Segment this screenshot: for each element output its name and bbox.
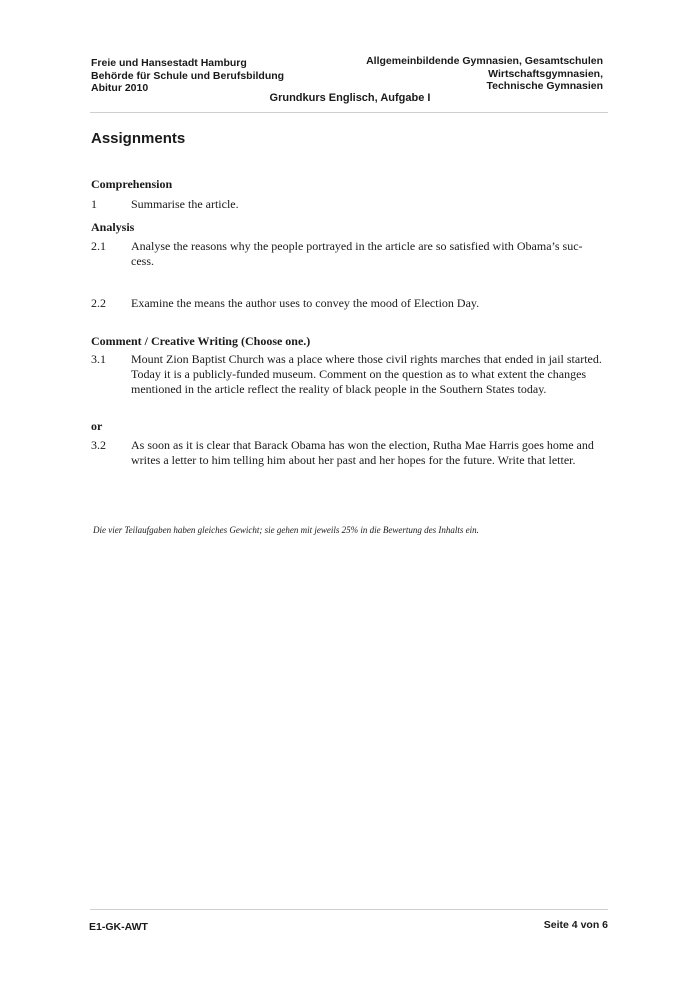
section-comprehension: Comprehension <box>91 177 173 191</box>
header-authority: Behörde für Schule und Berufsbildung <box>91 69 285 82</box>
section-analysis: Analysis <box>91 220 135 234</box>
section-comment-creative-writing: Comment / Creative Writing (Choose one.) <box>91 334 311 348</box>
task-text: As soon as it is clear that Barack Obama has won the election, Rutha Mae Harris goes home and writes a letter to him telling him about her past and her hopes for the future. Write that letter. <box>131 438 594 467</box>
footer-code: E1-GK-AWT <box>89 921 148 933</box>
or-label: or <box>91 419 103 433</box>
task-text: Examine the means the author uses to convey the mood of Election Day. <box>131 296 480 310</box>
task-2-1 <box>91 239 606 269</box>
header-left <box>91 57 284 95</box>
header-course-title: Grundkurs Englisch, Aufgabe I <box>269 92 431 104</box>
task-2-2 <box>91 296 606 311</box>
weighting-note: Die vier Teilaufgaben haben gleiches Gewicht; sie gehen mit jeweils 25% in die Bewertung des Inhalts ein. <box>93 525 479 535</box>
task-text: Summarise the article. <box>131 197 239 211</box>
header-city: Freie und Hansestadt Hamburg <box>91 57 247 69</box>
task-number: 3.1 <box>91 352 106 366</box>
page-number: Seite 4 von 6 <box>543 919 608 931</box>
task-number: 2.1 <box>91 239 106 253</box>
footer-divider <box>90 909 608 910</box>
task-text: Analyse the reasons why the people portrayed in the article are so satisfied with Obama’s suc- cess. <box>131 239 583 268</box>
task-number: 1 <box>91 197 97 211</box>
header-school-types-3: Technische Gymnasien <box>486 80 603 92</box>
task-3-2 <box>91 438 606 468</box>
header-right <box>366 55 603 93</box>
header-divider <box>90 112 608 113</box>
task-text: Mount Zion Baptist Church was a place where those civil rights marches that ended in jail started. Today it is a publicly-funded museum. Comment on the question as to what extent the changes mentioned in the article reflect the reality of black people in the Southern States today. <box>131 352 602 396</box>
page-title: Assignments <box>91 130 186 147</box>
task-number: 3.2 <box>91 438 106 452</box>
task-number: 2.2 <box>91 296 106 310</box>
header-school-types-2: Wirtschaftsgymnasien, <box>488 67 603 80</box>
task-3-1 <box>91 352 606 397</box>
header-exam-year: Abitur 2010 <box>91 82 149 94</box>
task-1 <box>91 197 606 212</box>
header-school-types-1: Allgemeinbildende Gymnasien, Gesamtschulen <box>366 55 603 67</box>
